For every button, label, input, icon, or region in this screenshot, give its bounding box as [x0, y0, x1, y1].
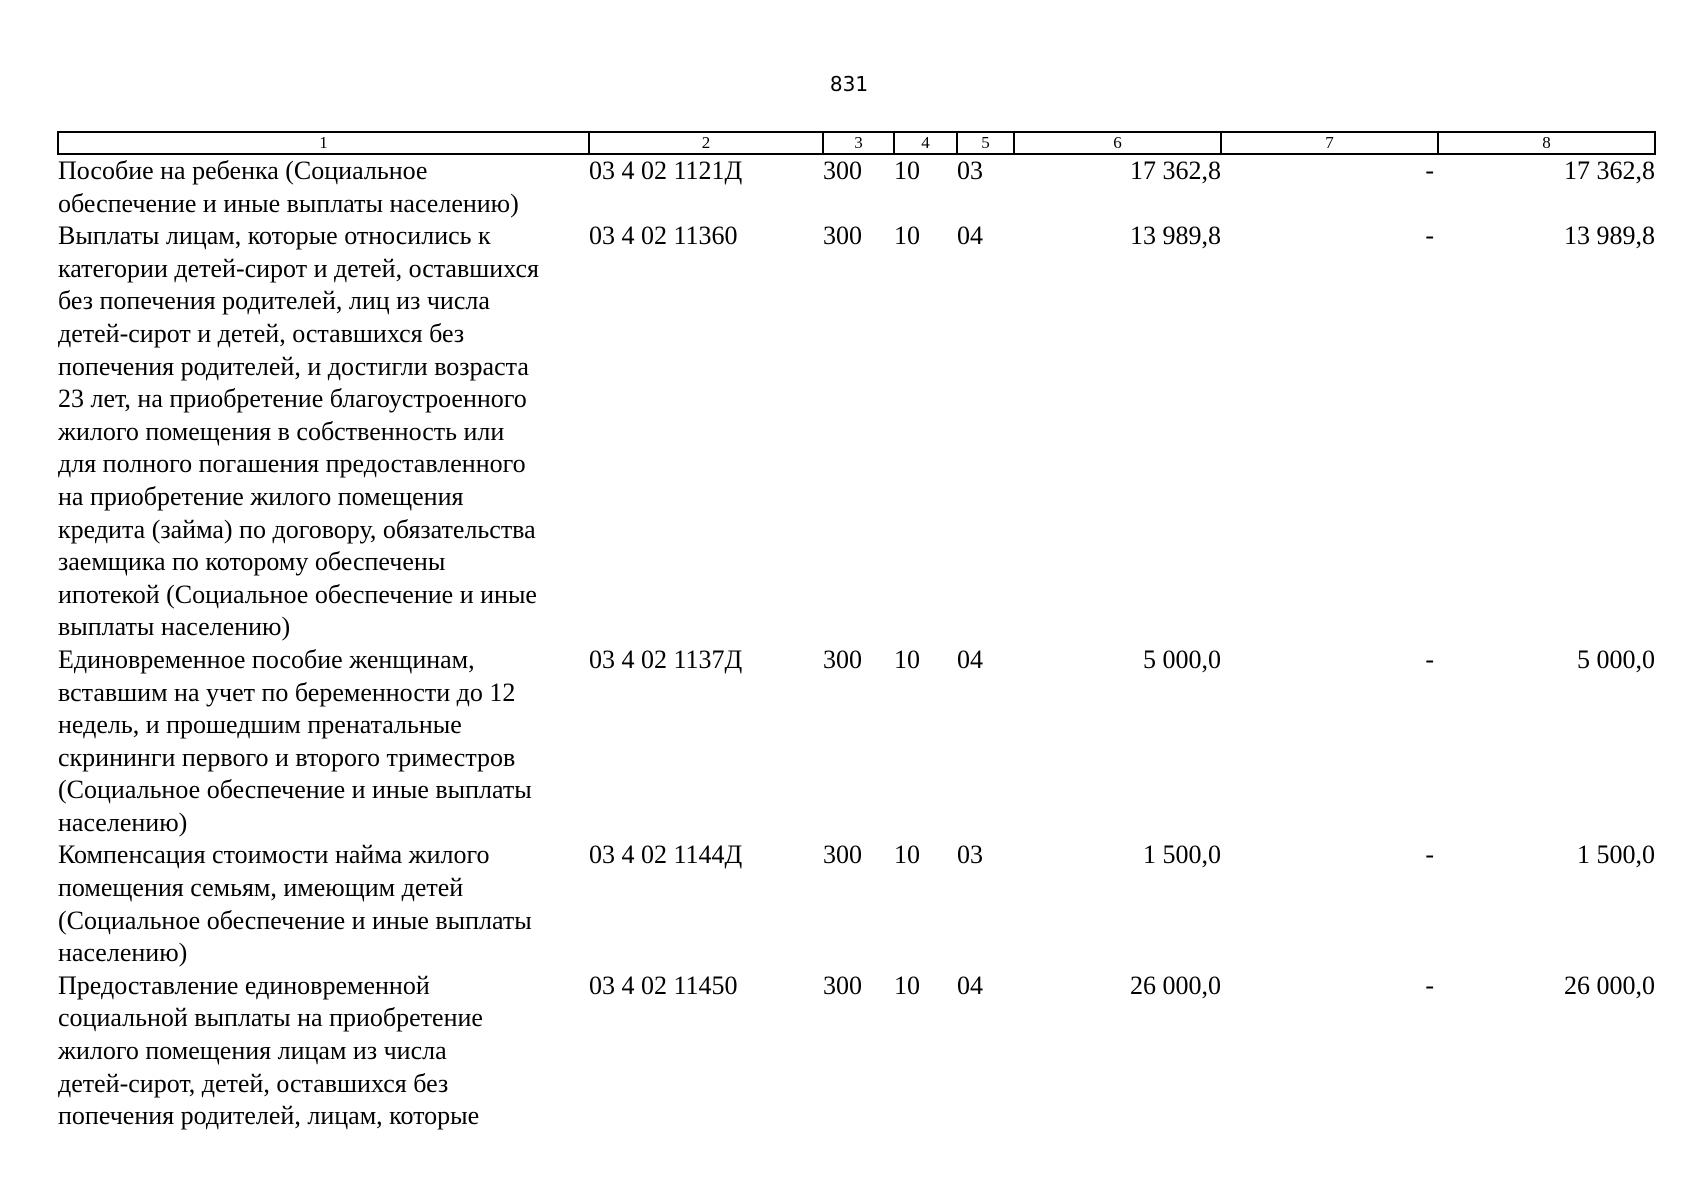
budget-table — [57, 131, 1656, 1133]
column-header-4: 4 — [894, 132, 957, 154]
row-col3: 300 — [823, 970, 862, 1000]
row-col3: 300 — [823, 840, 862, 870]
row-code: 03 4 02 1144Д — [589, 840, 743, 870]
page-number: 831 — [829, 72, 869, 96]
row-code: 03 4 02 1121Д — [589, 156, 743, 185]
row-col7: - — [1425, 156, 1434, 185]
row-col5: 04 — [957, 221, 983, 251]
column-header-1: 1 — [58, 132, 589, 154]
row-name: Единовременное пособие женщинам, вставшим на учет по беременности до 12 недель, и прошедшим пренатальные скрининги первого и второго триместров (Социальное обеспечение и иные выплаты населению) — [58, 644, 532, 837]
row-col5: 04 — [957, 644, 983, 674]
row-col7: - — [1425, 970, 1434, 1000]
row-col6: 5 000,0 — [1143, 644, 1221, 674]
row-col8: 1 500,0 — [1577, 840, 1655, 870]
row-code: 03 4 02 11360 — [589, 221, 738, 251]
row-col5: 03 — [957, 840, 983, 870]
column-header-5: 5 — [957, 132, 1014, 154]
column-header-3: 3 — [823, 132, 894, 154]
row-col4: 10 — [894, 970, 920, 1000]
row-code: 03 4 02 1137Д — [589, 644, 743, 674]
row-col4: 10 — [894, 840, 920, 870]
column-header-8: 8 — [1438, 132, 1655, 154]
row-col7: - — [1425, 840, 1434, 870]
table-row — [58, 220, 1655, 644]
column-header-6: 6 — [1014, 132, 1221, 154]
row-col3: 300 — [823, 644, 862, 674]
table-row — [58, 154, 1655, 220]
row-col6: 17 362,8 — [1130, 156, 1221, 185]
row-col4: 10 — [894, 644, 920, 674]
row-col4: 10 — [894, 221, 920, 251]
row-col6: 1 500,0 — [1143, 840, 1221, 870]
row-code: 03 4 02 11450 — [589, 970, 738, 1000]
table-row — [58, 839, 1655, 969]
row-name: Компенсация стоимости найма жилого помещения семьям, имеющим детей (Социальное обеспечение и иные выплаты населению) — [58, 840, 532, 968]
table-row — [58, 644, 1655, 840]
row-col7: - — [1425, 644, 1434, 674]
row-col7: - — [1425, 221, 1434, 251]
table-row — [58, 970, 1655, 1133]
row-col8: 26 000,0 — [1564, 970, 1655, 1000]
row-col6: 13 989,8 — [1130, 221, 1221, 251]
row-col5: 03 — [957, 156, 983, 185]
column-header-7: 7 — [1221, 132, 1438, 154]
row-name: Пособие на ребенка (Социальное обеспечение и иные выплаты населению) — [58, 156, 519, 218]
row-col8: 13 989,8 — [1564, 221, 1655, 251]
row-col3: 300 — [823, 221, 862, 251]
row-col3: 300 — [823, 156, 862, 185]
row-name: Выплаты лицам, которые относились к категории детей-сирот и детей, оставшихся без попечения родителей, лиц из числа детей-сирот и детей, оставшихся без попечения родителей, и достигли возраста 23 лет, на приобретение благоустроенного жилого помещения в собственность или для полного погашения предоставленного на приобретение жилого помещения кредита (займа) по договору, обязательства заемщика по которому обеспечены ипотекой (Социальное обеспечение и иные выплаты населению) — [58, 221, 539, 642]
row-col8: 5 000,0 — [1577, 644, 1655, 674]
table-header-row — [58, 132, 1655, 154]
row-col8: 17 362,8 — [1564, 156, 1655, 185]
row-col6: 26 000,0 — [1130, 970, 1221, 1000]
row-col4: 10 — [894, 156, 920, 185]
row-name: Предоставление единовременной социальной выплаты на приобретение жилого помещения лицам из числа детей-сирот, детей, оставшихся без попечения родителей, лицам, которые — [58, 970, 483, 1131]
row-col5: 04 — [957, 970, 983, 1000]
column-header-2: 2 — [589, 132, 823, 154]
